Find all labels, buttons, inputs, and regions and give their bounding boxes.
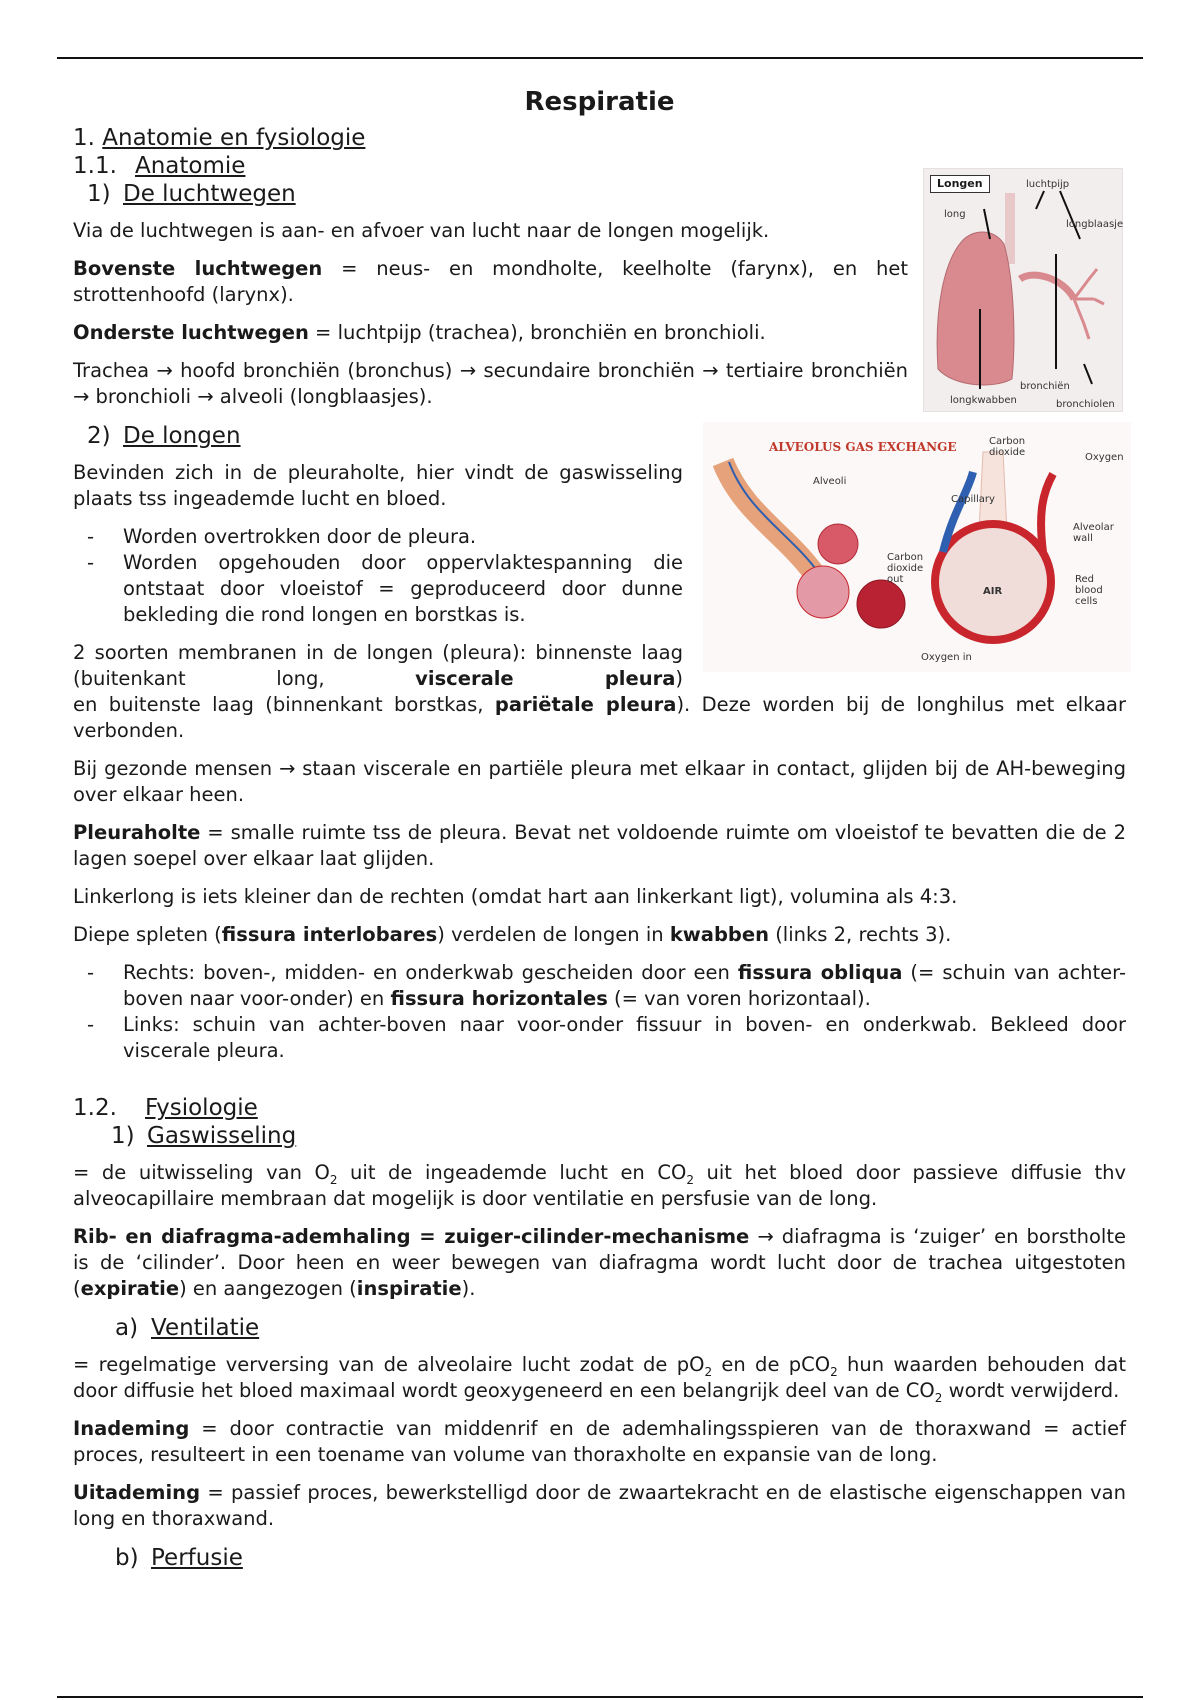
- term: Uitademing: [73, 1481, 201, 1504]
- term: Inademing: [73, 1417, 190, 1440]
- subscript: 2: [329, 1172, 338, 1187]
- definition: = luchtpijp (trachea), bronchiën en bronchioli.: [308, 321, 766, 344]
- text: ).: [461, 1277, 476, 1300]
- paragraph-trachea: Trachea → hoofd bronchiën (bronchus) → secundaire bronchiën → tertiaire bronchiën → bronchioli → alveoli (longblaasjes).: [73, 359, 908, 408]
- list-item: - Worden opgehouden door oppervlaktespanning die ontstaat door vloeistof = geproduceerd door dunne bekleding die rond longen en borstkas is.: [123, 550, 683, 628]
- term: pariëtale pleura: [494, 693, 677, 716]
- text: wordt verwijderd.: [942, 1379, 1120, 1402]
- paragraph-bevinden: Bevinden zich in de pleuraholte, hier vindt de gaswisseling plaats tss ingeademde lucht en bloed.: [73, 461, 683, 510]
- heading-gaswisseling: [73, 1122, 1126, 1150]
- heading-label: Anatomie: [135, 153, 246, 179]
- paragraph-gaswisseling: [73, 1160, 1126, 1212]
- paragraph-pleuraholte: [73, 820, 1126, 872]
- heading-label: Perfusie: [151, 1545, 243, 1571]
- paragraph-gezond: Bij gezonde mensen → staan viscerale en partiële pleura met elkaar in contact, glijden bij de AH-beweging over elkaar heen.: [73, 757, 1126, 806]
- text: hun waarden behouden dat door diffusie het bloed maximaal wordt geoxygeneerd en een belangrijk deel van de CO: [73, 1353, 1127, 1402]
- text: → diafragma is ‘zuiger’ en borstholte is de ‘cilinder’. Door heen en weer bewegen van diafragma wordt lucht door de trachea uitgestoten (: [73, 1225, 1126, 1300]
- heading-perfusie: [73, 1544, 1126, 1572]
- term: fissura interlobares: [221, 923, 438, 946]
- label-longblaasje: longblaasje: [1066, 219, 1124, 230]
- text: (= schuin van achter-boven naar voor-onder) en: [123, 961, 1126, 1010]
- label-carbon-dioxide: Carbon dioxide: [989, 436, 1026, 458]
- term: Rib- en diafragma-ademhaling = zuiger-cilinder-mechanisme: [73, 1225, 750, 1248]
- paragraph-uitademing: [73, 1480, 1126, 1532]
- page-title: Respiratie: [524, 87, 675, 117]
- label-bronchien: bronchiën: [1020, 381, 1070, 392]
- text: Diepe spleten (: [73, 923, 222, 946]
- heading-ventilatie: [73, 1314, 1126, 1342]
- text: en de pCO: [712, 1353, 831, 1376]
- label-longkwabben: longkwabben: [950, 395, 1017, 406]
- list-item: - Worden overtrokken door de pleura.: [123, 524, 683, 550]
- label-capillary: Capillary: [951, 494, 995, 505]
- heading-label: De luchtwegen: [123, 181, 296, 207]
- term: expiratie: [80, 1277, 180, 1300]
- heading-number: b): [115, 1545, 139, 1571]
- heading-1-2: [73, 1094, 1126, 1122]
- text: (= van voren horizontaal).: [607, 987, 871, 1010]
- term: Onderste luchtwegen: [73, 321, 309, 344]
- heading-label: Anatomie en fysiologie: [102, 125, 366, 151]
- label-co2-out: Carbon dioxide out: [887, 552, 924, 585]
- list-longen: [73, 524, 683, 628]
- paragraph-spleten: [73, 922, 1126, 948]
- label-alveoli: Alveoli: [813, 476, 847, 487]
- heading-number: 1): [111, 1123, 135, 1149]
- paragraph-linkerlong: Linkerlong is iets kleiner dan de rechten (omdat hart aan linkerkant ligt), volumina als 4:3.: [73, 885, 958, 908]
- definition: = door contractie van middenrif en de ademhalingsspieren van de thoraxwand = actief proces, resulteert in een toename van volume van thoraxholte en expansie van de long.: [73, 1417, 1126, 1466]
- text: uit het bloed door passieve diffusie thv alveocapillaire membraan dat mogelijk is door ventilatie en persfusie van de long.: [73, 1161, 1126, 1210]
- text: (links 2, rechts 3).: [769, 923, 952, 946]
- paragraph-intro: Via de luchtwegen is aan- en afvoer van lucht naar de longen mogelijk.: [73, 219, 770, 242]
- text: uit de ingeademde lucht en CO: [337, 1161, 687, 1184]
- label-oxygen: Oxygen: [1085, 452, 1124, 463]
- label-alveolar-wall: Alveolar wall: [1073, 522, 1114, 544]
- figure-title: ALVEOLUS GAS EXCHANGE: [769, 440, 957, 454]
- alveolus-figure: [703, 422, 1131, 672]
- term: fissura obliqua: [737, 961, 903, 984]
- definition: = smalle ruimte tss de pleura. Bevat net voldoende ruimte om vloeistof te bevatten die de 2 lagen soepel over elkaar laat glijden.: [73, 821, 1126, 870]
- label-luchtpijp: luchtpijp: [1026, 179, 1070, 190]
- label-long: long: [944, 209, 966, 220]
- lungs-illustration: [924, 169, 1122, 411]
- heading-label: Fysiologie: [145, 1095, 258, 1121]
- term: kwabben: [669, 923, 769, 946]
- paragraph-inademing: [73, 1416, 1126, 1468]
- list-kwabben: [73, 960, 1126, 1064]
- lungs-figure: [923, 168, 1123, 412]
- paragraph-rib: [73, 1224, 1126, 1302]
- heading-label: Ventilatie: [151, 1315, 260, 1341]
- heading-number: 1.1.: [73, 153, 117, 179]
- text: ). Deze worden bij de longhilus met elkaar verbonden.: [73, 693, 1126, 742]
- term: viscerale pleura: [415, 667, 676, 690]
- term: inspiratie: [356, 1277, 462, 1300]
- text: ) en aangezogen (: [179, 1277, 357, 1300]
- heading-label: Gaswisseling: [147, 1123, 297, 1149]
- paragraph-bovenste: [73, 256, 908, 308]
- text: ): [675, 667, 683, 690]
- figure-box-label: Longen: [930, 175, 990, 193]
- subscript: 2: [830, 1364, 838, 1379]
- heading-number: 1.: [73, 125, 95, 151]
- bottom-rule: [57, 1696, 1143, 1698]
- label-air: AIR: [983, 586, 1003, 597]
- subscript: 2: [686, 1172, 694, 1187]
- term: Bovenste luchtwegen: [73, 257, 323, 280]
- heading-number: 1): [87, 181, 111, 207]
- paragraph-onderste: [73, 320, 908, 346]
- label-oxygen-in: Oxygen in: [921, 652, 972, 663]
- definition: = passief proces, bewerkstelligd door de zwaartekracht en de elastische eigenschappen van long en thoraxwand.: [73, 1481, 1126, 1530]
- text: = regelmatige verversing van de alveolaire lucht zodat de pO: [73, 1353, 705, 1376]
- list-item: - Links: schuin van achter-boven naar voor-onder fissuur in boven- en onderkwab. Bekleed door viscerale pleura.: [123, 1012, 1126, 1064]
- subscript: 2: [934, 1390, 943, 1405]
- label-red-blood-cells: Red blood cells: [1075, 574, 1103, 607]
- definition: = neus- en mondholte, keelholte (farynx), en het strottenhoofd (larynx).: [73, 257, 908, 306]
- heading-number: a): [115, 1315, 139, 1341]
- list-item: [123, 960, 1126, 1012]
- label-bronchiolen: bronchiolen: [1056, 399, 1115, 410]
- text: Rechts: boven-, midden- en onderkwab gescheiden door een: [123, 961, 738, 984]
- heading-label: De longen: [123, 423, 241, 449]
- term: Pleuraholte: [73, 821, 201, 844]
- term: fissura horizontales: [390, 987, 608, 1010]
- text: ) verdelen de longen in: [437, 923, 670, 946]
- subscript: 2: [704, 1364, 713, 1379]
- heading-number: 2): [87, 423, 111, 449]
- heading-number: 1.2.: [73, 1095, 117, 1121]
- top-rule: [57, 57, 1143, 59]
- text: = de uitwisseling van O: [73, 1161, 330, 1184]
- text: en buitenste laag (binnenkant borstkas,: [73, 693, 495, 716]
- heading-1: [73, 124, 1126, 152]
- paragraph-ventilatie: [73, 1352, 1126, 1404]
- text: 2 soorten membranen in de longen (pleura): binnenste laag (buitenkant long,: [73, 641, 683, 690]
